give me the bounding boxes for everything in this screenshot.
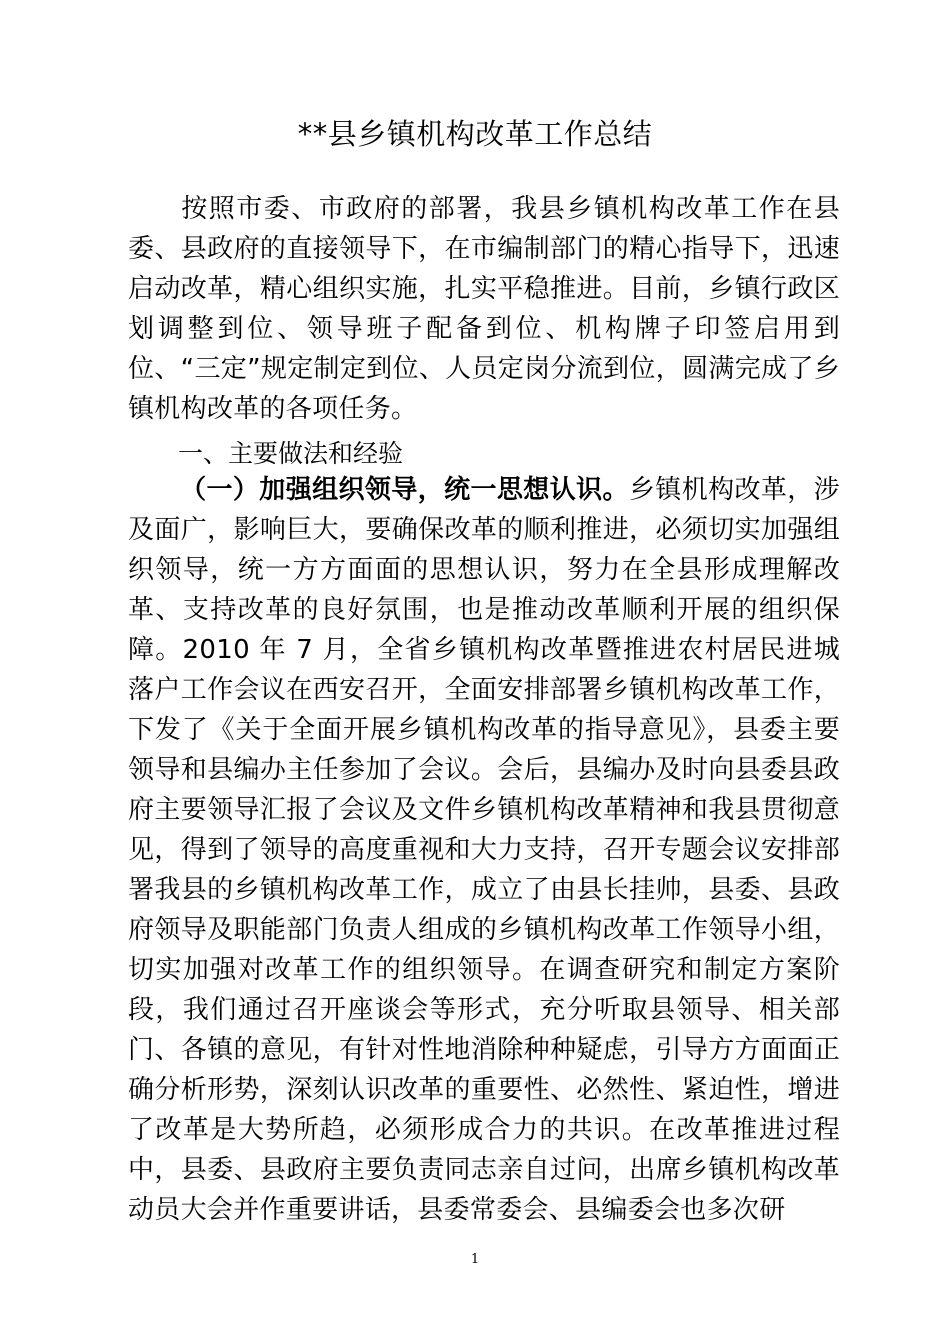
section-paragraph-text: 乡镇机构改革，涉及面广，影响巨大，要确保改革的顺利推进，必须切实加强组织领导，统一方方面面的思想认识，努力在全县形成理解改革、支持改革的良好氛围，也是推动改革顺利开展的组织保障。2010 年 7 月，全省乡镇机构改革暨推进农村居民进城落户工作会议在西安召开，全面安排部署乡镇机构改革工作，下发了《关于全面开展乡镇机构改革的指导意见》，县委主要领导和县编办主任参加了会议。会后，县编办及时向县委县政府主要领导汇报了会议及文件乡镇机构改革精神和我县贯彻意见，得到了领导的高度重视和大力支持，召开专题会议安排部署我县的乡镇机构改革工作，成立了由县长挂帅，县委、县政府领导及职能部门负责人组成的乡镇机构改革工作领导小组，切实加强对改革工作的组织领导。在调查研究和制定方案阶段，我们通过召开座谈会等形式，充分听取县领导、相关部门、各镇的意见，有针对性地消除种种疑虑，引导方方面面正确分析形势，深刻认识改革的重要性、必然性、紧迫性，增进了改革是大势所趋，必须形成合力的共识。在改革推进过程中，县委、县政府主要负责同志亲自过问，出席乡镇机构改革动员大会并作重要讲话，县委常委会、县编委会也多次研	[128, 475, 840, 1225]
document-title: **县乡镇机构改革工作总结	[297, 117, 653, 151]
section-heading: 一、主要做法和经验	[178, 439, 404, 468]
page-number: 1	[470, 1252, 480, 1267]
section-paragraph	[128, 470, 840, 1230]
intro-paragraph	[128, 189, 840, 429]
intro-paragraph-text: 按照市委、市政府的部署，我县乡镇机构改革工作在县委、县政府的直接领导下，在市编制部门的精心指导下，迅速启动改革，精心组织实施，扎实平稳推进。目前，乡镇行政区划调整到位、领导班子配备到位、机构牌子印签启用到位、“三定”规定制定到位、人员定岗分流到位，圆满完成了乡镇机构改革的各项任务。	[128, 194, 840, 424]
subsection-lead: （一）加强组织领导，统一思想认识。	[180, 475, 629, 505]
